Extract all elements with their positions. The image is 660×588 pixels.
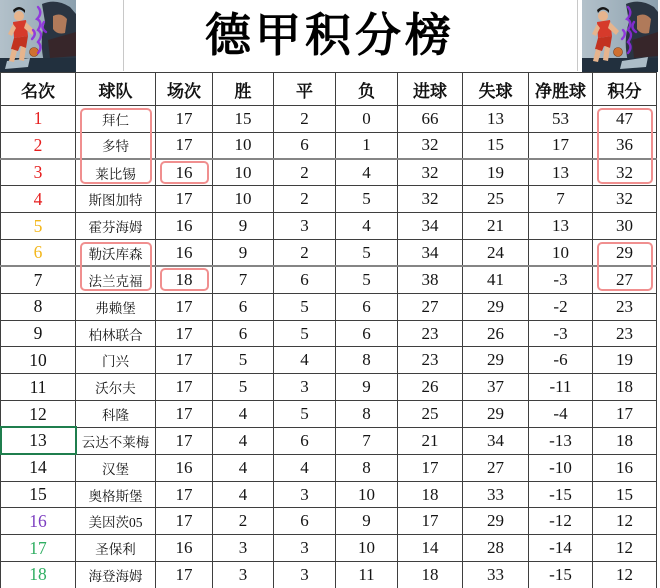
table-row [1,347,657,374]
stat-cell[interactable]: 38 [398,266,463,293]
stat-cell[interactable]: 16 [156,213,213,240]
stat-cell[interactable]: 6 [336,293,398,320]
stat-cell[interactable]: 5 [274,320,336,347]
rank-cell[interactable]: 18 [1,562,76,588]
rank-cell[interactable]: 3 [1,159,76,186]
stat-cell[interactable]: 33 [463,481,529,508]
stat-cell[interactable]: 5 [213,374,274,401]
stat-cell[interactable]: 21 [398,427,463,454]
team-cell[interactable]: 莱比锡 [76,159,156,186]
corner-illustration-right [582,0,658,72]
stat-cell[interactable]: 3 [274,535,336,562]
stat-cell[interactable]: 4 [336,213,398,240]
stat-cell[interactable]: 10 [213,186,274,213]
stat-cell[interactable]: 4 [213,427,274,454]
rank-cell[interactable]: 8 [1,293,76,320]
stat-cell[interactable]: 5 [336,266,398,293]
stat-cell[interactable]: 17 [156,132,213,159]
stat-cell[interactable]: 13 [529,213,593,240]
stat-cell[interactable]: -14 [529,535,593,562]
stat-cell[interactable]: 2 [274,240,336,267]
table-row [1,159,657,186]
stat-cell[interactable]: 23 [398,347,463,374]
stat-cell[interactable]: 18 [156,266,213,293]
stat-cell[interactable]: 17 [593,401,657,428]
basketball-icon [30,48,39,57]
stat-cell[interactable]: 6 [274,266,336,293]
basketball-player-icon [582,0,658,72]
table-row [1,374,657,401]
stat-cell[interactable]: 3 [274,481,336,508]
team-cell[interactable]: 柏林联合 [76,320,156,347]
stat-cell[interactable]: 10 [213,159,274,186]
stat-cell[interactable]: -13 [529,427,593,454]
rank-cell[interactable]: 16 [1,508,76,535]
page-title: 德甲积分榜 [205,10,455,61]
stat-cell[interactable]: 17 [398,508,463,535]
stat-cell[interactable]: 18 [398,481,463,508]
stat-cell[interactable]: 14 [398,535,463,562]
table-row [1,213,657,240]
gridline [577,0,578,71]
team-cell[interactable]: 门兴 [76,347,156,374]
stat-cell[interactable]: 17 [156,106,213,133]
rank-cell[interactable]: 10 [1,347,76,374]
stat-cell[interactable]: 16 [156,159,213,186]
stat-cell[interactable]: 28 [463,535,529,562]
standings-body [1,106,657,588]
stat-cell[interactable]: 27 [398,293,463,320]
stat-cell[interactable]: 17 [398,454,463,481]
table-row [1,427,657,454]
basketball-player-icon [0,0,76,72]
team-cell[interactable]: 云达不莱梅 [76,427,156,454]
stat-cell[interactable]: -4 [529,401,593,428]
column-header[interactable]: 积分 [593,73,657,106]
stat-cell[interactable]: 3 [274,562,336,588]
stat-cell[interactable]: 9 [213,240,274,267]
stat-cell[interactable]: 4 [274,454,336,481]
stat-cell[interactable]: 29 [463,508,529,535]
stat-cell[interactable]: 18 [593,374,657,401]
stat-cell[interactable]: 8 [336,347,398,374]
team-cell[interactable]: 霍芬海姆 [76,213,156,240]
stat-cell[interactable]: 19 [593,347,657,374]
stat-cell[interactable]: 24 [463,240,529,267]
rank-cell[interactable]: 7 [1,266,76,293]
column-header[interactable]: 进球 [398,73,463,106]
stat-cell[interactable]: 29 [463,347,529,374]
stat-cell[interactable]: 16 [156,454,213,481]
stat-cell[interactable]: 17 [156,320,213,347]
rank-cell[interactable]: 11 [1,374,76,401]
stat-cell[interactable]: 16 [593,454,657,481]
stat-cell[interactable]: 0 [336,106,398,133]
stat-cell[interactable]: 7 [336,427,398,454]
stat-cell[interactable]: -6 [529,347,593,374]
stat-cell[interactable]: -10 [529,454,593,481]
team-cell[interactable]: 海登海姆 [76,562,156,588]
team-cell[interactable]: 美因茨05 [76,508,156,535]
stat-cell[interactable]: 2 [274,106,336,133]
rank-cell[interactable]: 14 [1,454,76,481]
table-row [1,508,657,535]
stat-cell[interactable]: 6 [213,320,274,347]
rank-cell[interactable]: 12 [1,401,76,428]
stat-cell[interactable]: 6 [274,508,336,535]
stat-cell[interactable]: 4 [274,347,336,374]
team-cell[interactable]: 法兰克福 [76,266,156,293]
gridline [123,0,124,71]
rank-cell[interactable]: 2 [1,132,76,159]
stat-cell[interactable]: -11 [529,374,593,401]
column-header[interactable]: 胜 [213,73,274,106]
stat-cell[interactable]: 4 [213,481,274,508]
stat-cell[interactable]: 8 [336,401,398,428]
table-row [1,293,657,320]
table-row [1,562,657,588]
rank-cell[interactable]: 4 [1,186,76,213]
team-cell[interactable]: 多特 [76,132,156,159]
stat-cell[interactable]: 36 [593,132,657,159]
stat-cell[interactable]: 9 [336,374,398,401]
team-cell[interactable]: 斯图加特 [76,186,156,213]
stat-cell[interactable]: 17 [529,132,593,159]
team-cell[interactable]: 拜仁 [76,106,156,133]
stat-cell[interactable]: 18 [593,427,657,454]
standings-table [0,72,657,588]
stat-cell[interactable]: 34 [463,427,529,454]
stat-cell[interactable]: 25 [463,186,529,213]
stat-cell[interactable]: 27 [463,454,529,481]
stat-cell[interactable]: 21 [463,213,529,240]
stat-cell[interactable]: 10 [213,132,274,159]
stat-cell[interactable]: 16 [156,240,213,267]
basketball-icon [614,48,623,57]
stat-cell[interactable]: 26 [463,320,529,347]
stat-cell[interactable]: 4 [213,401,274,428]
stat-cell[interactable]: 15 [213,106,274,133]
column-header[interactable]: 净胜球 [529,73,593,106]
stat-cell[interactable]: 11 [336,562,398,588]
stat-cell[interactable]: 34 [398,213,463,240]
title-band [0,0,660,72]
stat-cell[interactable]: 2 [274,159,336,186]
rank-cell[interactable]: 6 [1,240,76,267]
stat-cell[interactable]: 6 [274,427,336,454]
stat-cell[interactable]: 66 [398,106,463,133]
stat-cell[interactable]: 29 [463,401,529,428]
stat-cell[interactable]: 32 [593,159,657,186]
stat-cell[interactable]: -15 [529,562,593,588]
stat-cell[interactable]: 13 [463,106,529,133]
stat-cell[interactable]: 12 [593,562,657,588]
column-header[interactable]: 场次 [156,73,213,106]
table-row [1,240,657,267]
rank-cell[interactable]: 15 [1,481,76,508]
stat-cell[interactable]: 17 [156,427,213,454]
stat-cell[interactable]: 12 [593,508,657,535]
stat-cell[interactable]: 25 [398,401,463,428]
stat-cell[interactable]: 17 [156,186,213,213]
stat-cell[interactable]: 27 [593,266,657,293]
rank-cell[interactable]: 1 [1,106,76,133]
stat-cell[interactable]: 15 [593,481,657,508]
column-header[interactable]: 名次 [1,73,76,106]
stat-cell[interactable]: 6 [336,320,398,347]
stat-cell[interactable]: 4 [213,454,274,481]
stat-cell[interactable]: 7 [213,266,274,293]
stat-cell[interactable]: 30 [593,213,657,240]
table-row [1,132,657,159]
column-header[interactable]: 失球 [463,73,529,106]
table-row [1,266,657,293]
stat-cell[interactable]: 15 [463,132,529,159]
stat-cell[interactable]: 17 [156,481,213,508]
stat-cell[interactable]: 18 [398,562,463,588]
stat-cell[interactable]: -15 [529,481,593,508]
stat-cell[interactable]: 10 [529,240,593,267]
stat-cell[interactable]: 23 [593,293,657,320]
rank-cell[interactable]: 13 [1,427,76,454]
stat-cell[interactable]: 37 [463,374,529,401]
stat-cell[interactable]: 9 [213,213,274,240]
stat-cell[interactable]: 7 [529,186,593,213]
team-cell[interactable]: 科隆 [76,401,156,428]
stat-cell[interactable]: 16 [156,535,213,562]
team-cell[interactable]: 汉堡 [76,454,156,481]
stat-cell[interactable]: 10 [336,535,398,562]
table-row [1,454,657,481]
table-row [1,106,657,133]
stat-cell[interactable]: 34 [398,240,463,267]
stat-cell[interactable]: 5 [274,401,336,428]
stat-cell[interactable]: 5 [274,293,336,320]
table-row [1,481,657,508]
team-cell[interactable]: 奥格斯堡 [76,481,156,508]
stat-cell[interactable]: 8 [336,454,398,481]
rank-cell[interactable]: 17 [1,535,76,562]
team-cell[interactable]: 勒沃库森 [76,240,156,267]
stat-cell[interactable]: 17 [156,374,213,401]
stat-cell[interactable]: 5 [336,240,398,267]
stat-cell[interactable]: 10 [336,481,398,508]
stat-cell[interactable]: 17 [156,562,213,588]
header-row [1,73,657,106]
column-header[interactable]: 平 [274,73,336,106]
stat-cell[interactable]: 26 [398,374,463,401]
stat-cell[interactable]: 3 [213,562,274,588]
stat-cell[interactable]: 17 [156,347,213,374]
stat-cell[interactable]: 17 [156,401,213,428]
stat-cell[interactable]: 5 [336,186,398,213]
stat-cell[interactable]: 3 [213,535,274,562]
stat-cell[interactable]: -12 [529,508,593,535]
rank-cell[interactable]: 9 [1,320,76,347]
stat-cell[interactable]: 13 [529,159,593,186]
stat-cell[interactable]: 53 [529,106,593,133]
team-cell[interactable]: 弗赖堡 [76,293,156,320]
stat-cell[interactable]: 32 [398,186,463,213]
stat-cell[interactable]: -3 [529,266,593,293]
stat-cell[interactable]: 2 [274,186,336,213]
stat-cell[interactable]: 5 [213,347,274,374]
stat-cell[interactable]: 2 [213,508,274,535]
stat-cell[interactable]: 19 [463,159,529,186]
stat-cell[interactable]: 12 [593,535,657,562]
stat-cell[interactable]: 29 [593,240,657,267]
table-row [1,320,657,347]
stat-cell[interactable]: 33 [463,562,529,588]
stat-cell[interactable]: 1 [336,132,398,159]
stat-cell[interactable]: 32 [398,159,463,186]
stat-cell[interactable]: 32 [398,132,463,159]
rank-cell[interactable]: 5 [1,213,76,240]
stat-cell[interactable]: 3 [274,213,336,240]
corner-illustration-left [0,0,76,72]
stat-cell[interactable]: 23 [398,320,463,347]
stat-cell[interactable]: 6 [213,293,274,320]
stat-cell[interactable]: 6 [274,132,336,159]
stat-cell[interactable]: 17 [156,508,213,535]
column-header[interactable]: 负 [336,73,398,106]
stat-cell[interactable]: 4 [336,159,398,186]
table-row [1,186,657,213]
stat-cell[interactable]: 3 [274,374,336,401]
stat-cell[interactable]: 32 [593,186,657,213]
stat-cell[interactable]: 23 [593,320,657,347]
stat-cell[interactable]: 17 [156,293,213,320]
stat-cell[interactable]: 29 [463,293,529,320]
column-header[interactable]: 球队 [76,73,156,106]
table-row [1,535,657,562]
stat-cell[interactable]: -2 [529,293,593,320]
stat-cell[interactable]: 47 [593,106,657,133]
stat-cell[interactable]: 41 [463,266,529,293]
stat-cell[interactable]: -3 [529,320,593,347]
team-cell[interactable]: 沃尔夫 [76,374,156,401]
table-wrap [0,72,660,588]
table-row [1,401,657,428]
team-cell[interactable]: 圣保利 [76,535,156,562]
stat-cell[interactable]: 9 [336,508,398,535]
